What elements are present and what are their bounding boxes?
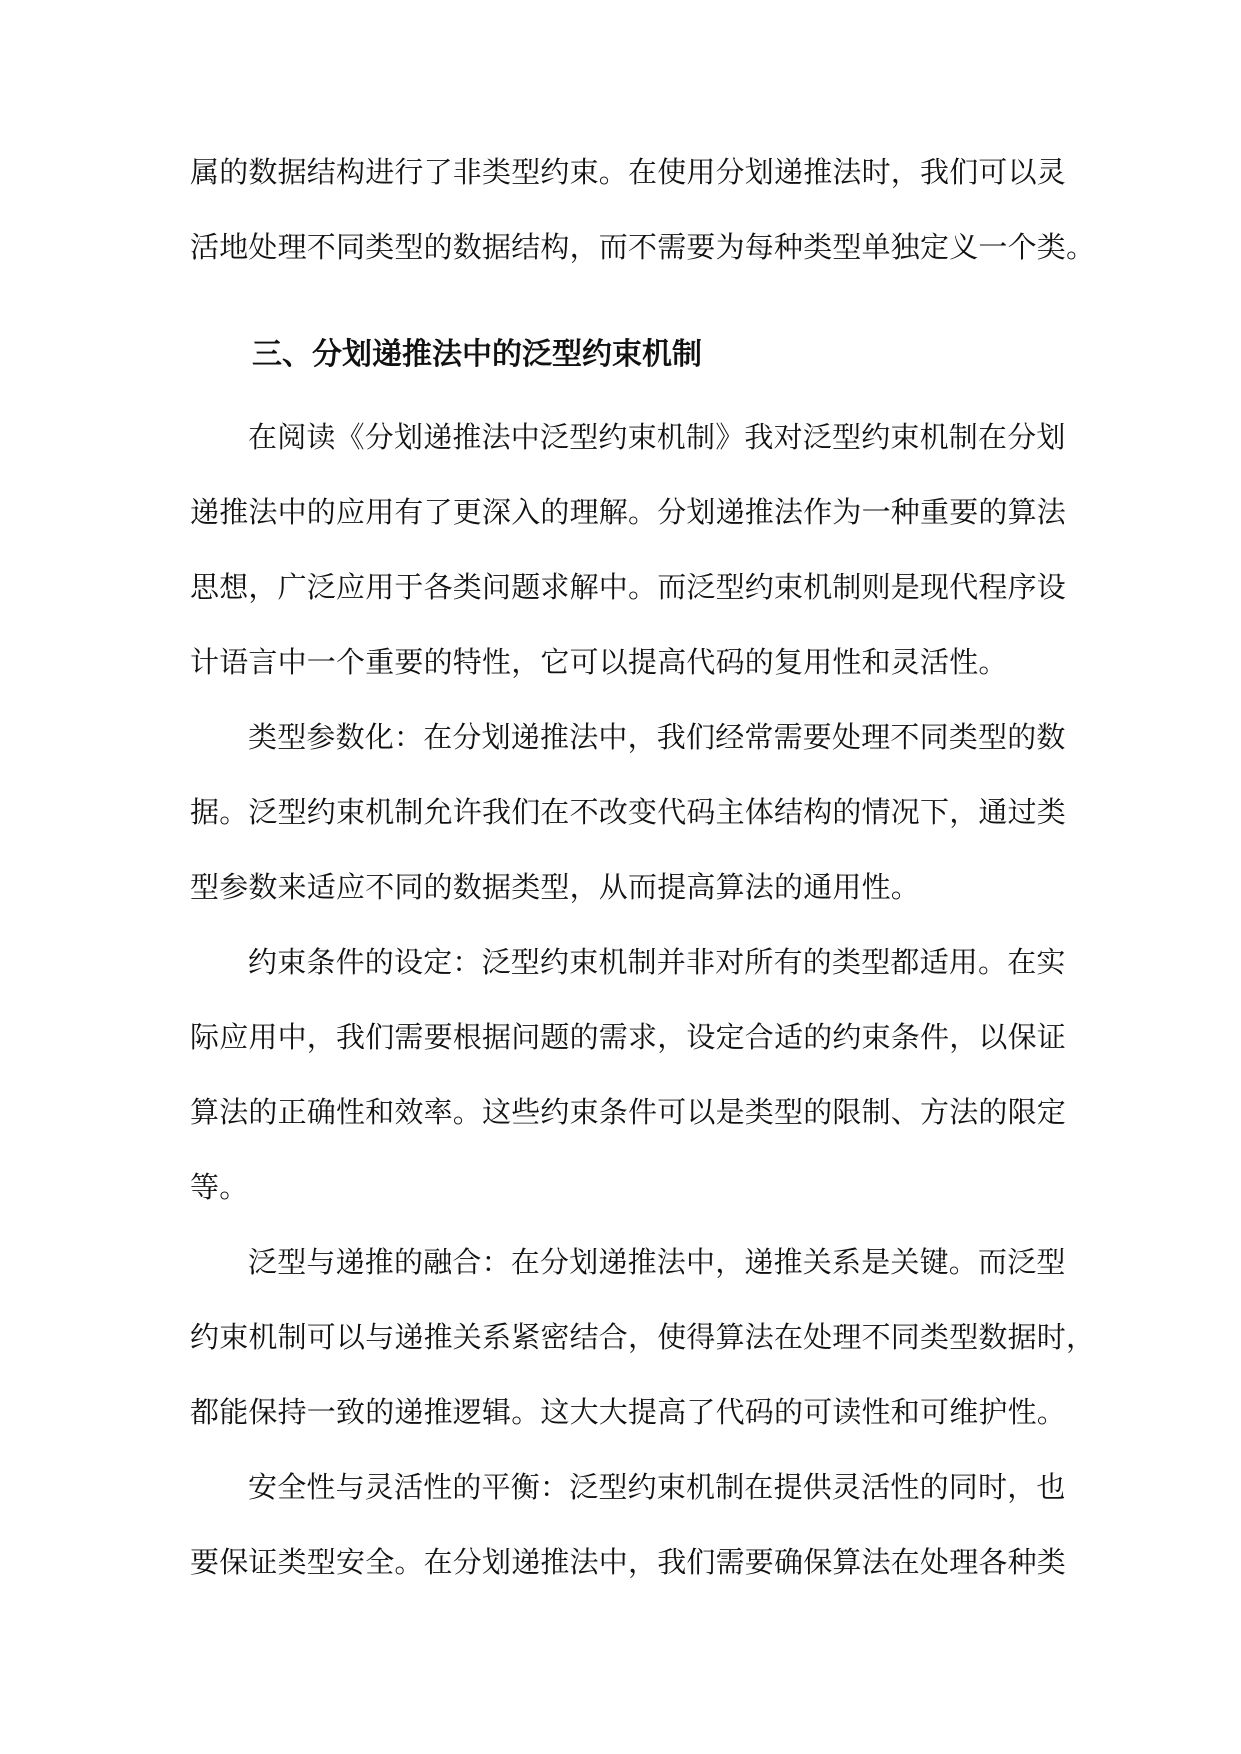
section-heading: 三、分划递推法中的泛型约束机制 bbox=[252, 337, 702, 372]
text-line: 约束机制可以与递推关系紧密结合，使得算法在处理不同类型数据时， bbox=[190, 1320, 1096, 1354]
text-line: 据。泛型约束机制允许我们在不改变代码主体结构的情况下，通过类 bbox=[190, 795, 1067, 829]
text-line: 等。 bbox=[190, 1170, 249, 1204]
text-line: 计语言中一个重要的特性，它可以提高代码的复用性和灵活性。 bbox=[190, 645, 1008, 679]
text-line: 约束条件的设定：泛型约束机制并非对所有的类型都适用。在实 bbox=[248, 945, 1066, 979]
text-line: 型参数来适应不同的数据类型，从而提高算法的通用性。 bbox=[190, 870, 921, 904]
text-line: 要保证类型安全。在分划递推法中，我们需要确保算法在处理各种类 bbox=[190, 1545, 1067, 1579]
text-line: 活地处理不同类型的数据结构，而不需要为每种类型单独定义一个类。 bbox=[190, 230, 1096, 264]
text-line: 算法的正确性和效率。这些约束条件可以是类型的限制、方法的限定 bbox=[190, 1095, 1067, 1129]
text-line: 递推法中的应用有了更深入的理解。分划递推法作为一种重要的算法 bbox=[190, 495, 1067, 529]
text-line: 泛型与递推的融合：在分划递推法中，递推关系是关键。而泛型 bbox=[248, 1245, 1066, 1279]
text-line: 在阅读《分划递推法中泛型约束机制》我对泛型约束机制在分划 bbox=[248, 420, 1066, 454]
text-line: 都能保持一致的递推逻辑。这大大提高了代码的可读性和可维护性。 bbox=[190, 1395, 1067, 1429]
text-line: 类型参数化：在分划递推法中，我们经常需要处理不同类型的数 bbox=[248, 720, 1066, 754]
text-line: 安全性与灵活性的平衡：泛型约束机制在提供灵活性的同时，也 bbox=[248, 1470, 1066, 1504]
text-line: 思想，广泛应用于各类问题求解中。而泛型约束机制则是现代程序设 bbox=[190, 570, 1067, 604]
text-line: 属的数据结构进行了非类型约束。在使用分划递推法时，我们可以灵 bbox=[190, 155, 1067, 189]
text-line: 际应用中，我们需要根据问题的需求，设定合适的约束条件，以保证 bbox=[190, 1020, 1067, 1054]
